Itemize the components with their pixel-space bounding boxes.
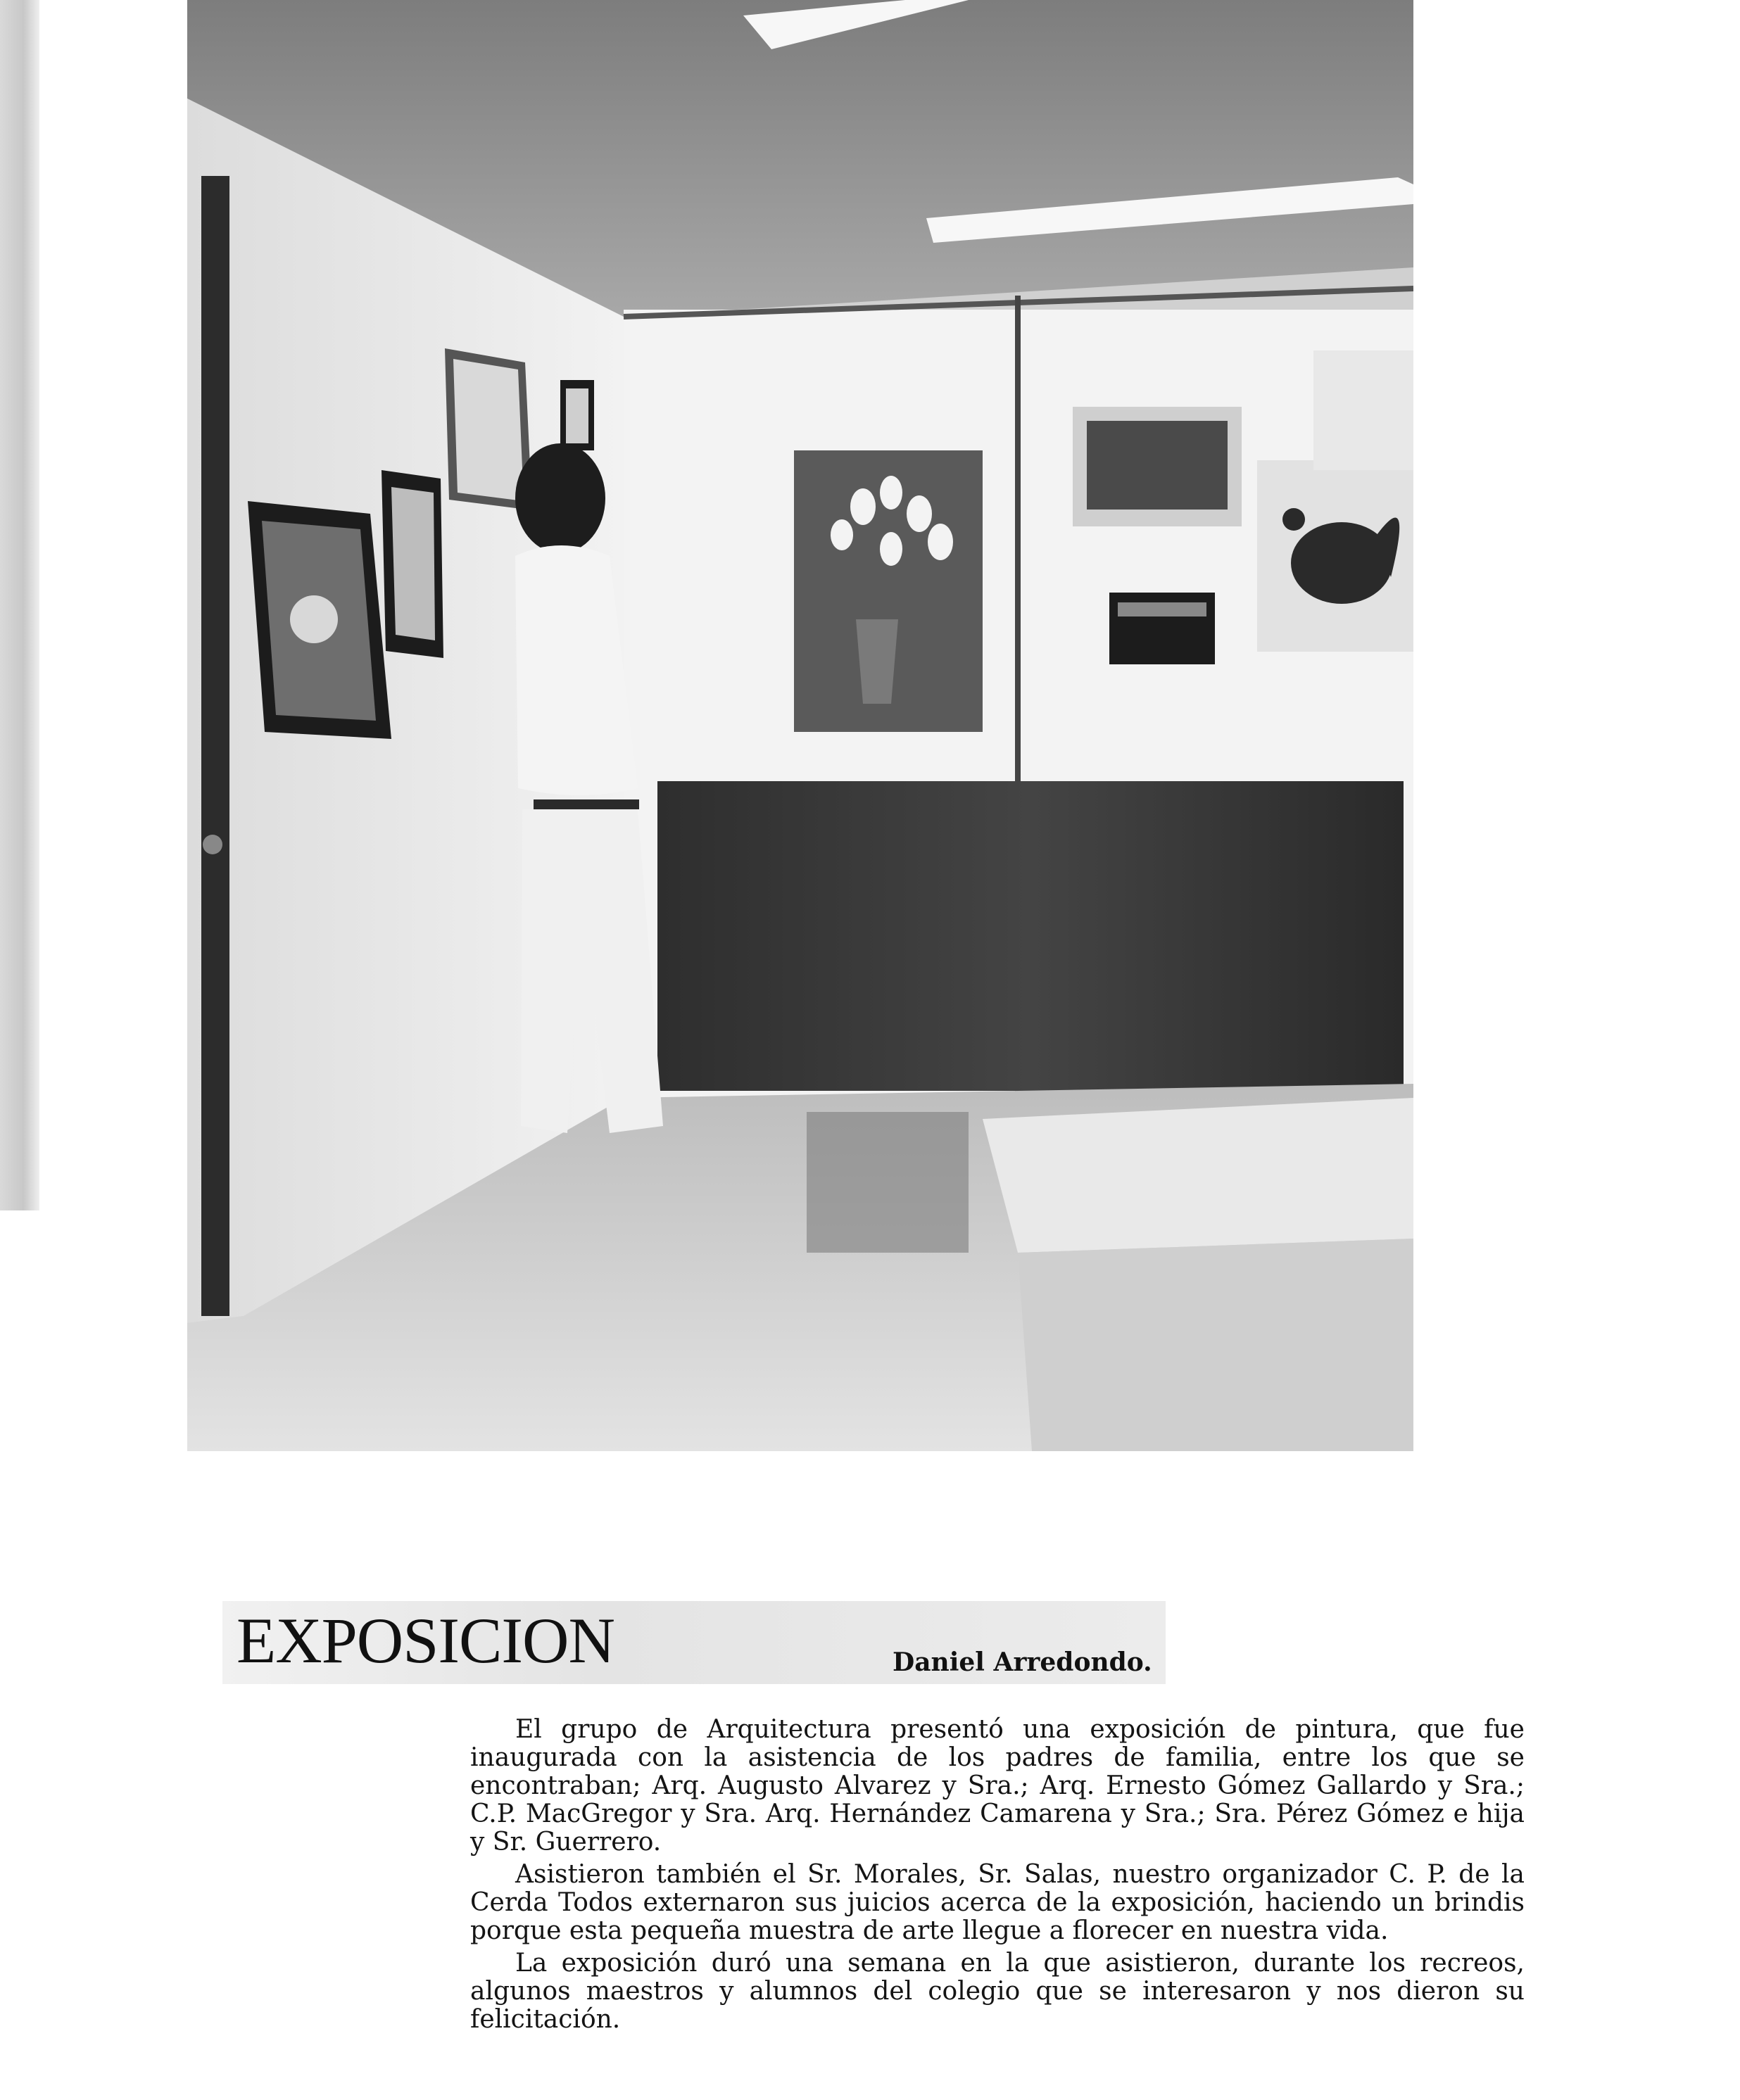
- painting-portrait-top: [560, 380, 594, 450]
- painting-rooster: [1257, 460, 1413, 652]
- exhibition-photo: [187, 0, 1413, 1451]
- scan-margin-strip: [0, 0, 39, 1210]
- painting-calla-lilies: [794, 450, 983, 732]
- painting-abstract-dark: [1073, 407, 1242, 526]
- painting-portrait-small: [382, 470, 443, 658]
- article-body: [470, 1716, 1525, 2038]
- article-title: EXPOSICION: [237, 1605, 614, 1676]
- display-table: [983, 1098, 1413, 1253]
- article-paragraph: La exposición duró una semana en la que asistieron, durante los recreos, algunos maestros y alumnos del colegio que se interesaron y nos dieron su felicitación.: [470, 1949, 1525, 2034]
- wainscot-panel: [657, 781, 1404, 1091]
- painting-blank-top: [1313, 350, 1413, 470]
- painting-small-black: [1109, 593, 1215, 664]
- article-paragraph: Asistieron también el Sr. Morales, Sr. Salas, nuestro organizador C. P. de la Cerda Todos externaron sus juicios acerca de la exposición, haciendo un brindis porque esta pequeña muestra de arte llegue a florecer en nuestra vida.: [470, 1860, 1525, 1945]
- article-author: Daniel Arredondo.: [893, 1647, 1152, 1677]
- article-paragraph: El grupo de Arquitectura presentó una exposición de pintura, que fue inaugurada con la asistencia de los padres de familia, entre los que se encontraban; Arq. Augusto Alvarez y Sra.; Arq. Ernesto Gómez Gallardo y Sra.; C.P. MacGregor y Sra. Arq. Hernández Camarena y Sra.; Sra. Pérez Gómez e hija y Sr. Guerrero.: [470, 1715, 1525, 1857]
- floor-reflection: [807, 1112, 969, 1253]
- painting-dark-figure: [248, 501, 391, 739]
- door-edge: [201, 176, 229, 1316]
